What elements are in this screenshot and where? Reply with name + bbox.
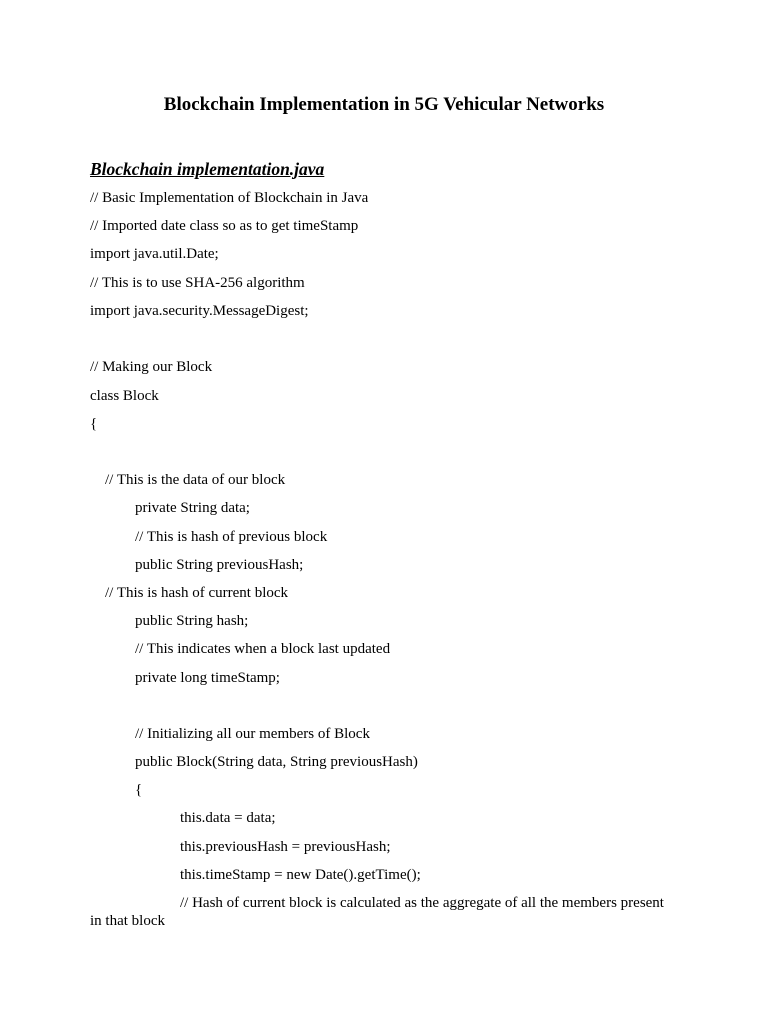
code-line: // This is hash of current block [105,585,289,601]
code-line: // This is to use SHA-256 algorithm [90,275,305,291]
code-line: class Block [90,388,159,404]
file-heading: Blockchain implementation.java [90,159,325,179]
code-line: // Initializing all our members of Block [135,726,370,742]
code-line: public String previousHash; [135,557,304,573]
code-line: // Hash of current block is calculated as the aggregate of all the members present [180,895,664,911]
code-line: { [90,416,98,432]
document-title: Blockchain Implementation in 5G Vehicular Networks [163,94,605,115]
code-line: // This is hash of previous block [135,529,328,545]
code-line-continuation: in that block [90,913,165,929]
code-line: // Making our Block [90,359,213,375]
code-line: // Basic Implementation of Blockchain in Java [90,190,369,206]
code-line: private long timeStamp; [135,670,280,686]
code-line: { [135,782,143,798]
code-line: // This is the data of our block [105,472,286,488]
code-line: private String data; [135,500,250,516]
code-line: this.data = data; [180,810,276,826]
code-line: this.timeStamp = new Date().getTime(); [180,867,421,883]
code-line: this.previousHash = previousHash; [180,839,391,855]
code-line: // Imported date class so as to get timeStamp [90,218,359,234]
code-line: import java.util.Date; [90,246,219,262]
code-line: public String hash; [135,613,249,629]
code-line: // This indicates when a block last updated [135,641,391,657]
code-line: import java.security.MessageDigest; [90,303,309,319]
code-line: public Block(String data, String previousHash) [135,754,418,770]
